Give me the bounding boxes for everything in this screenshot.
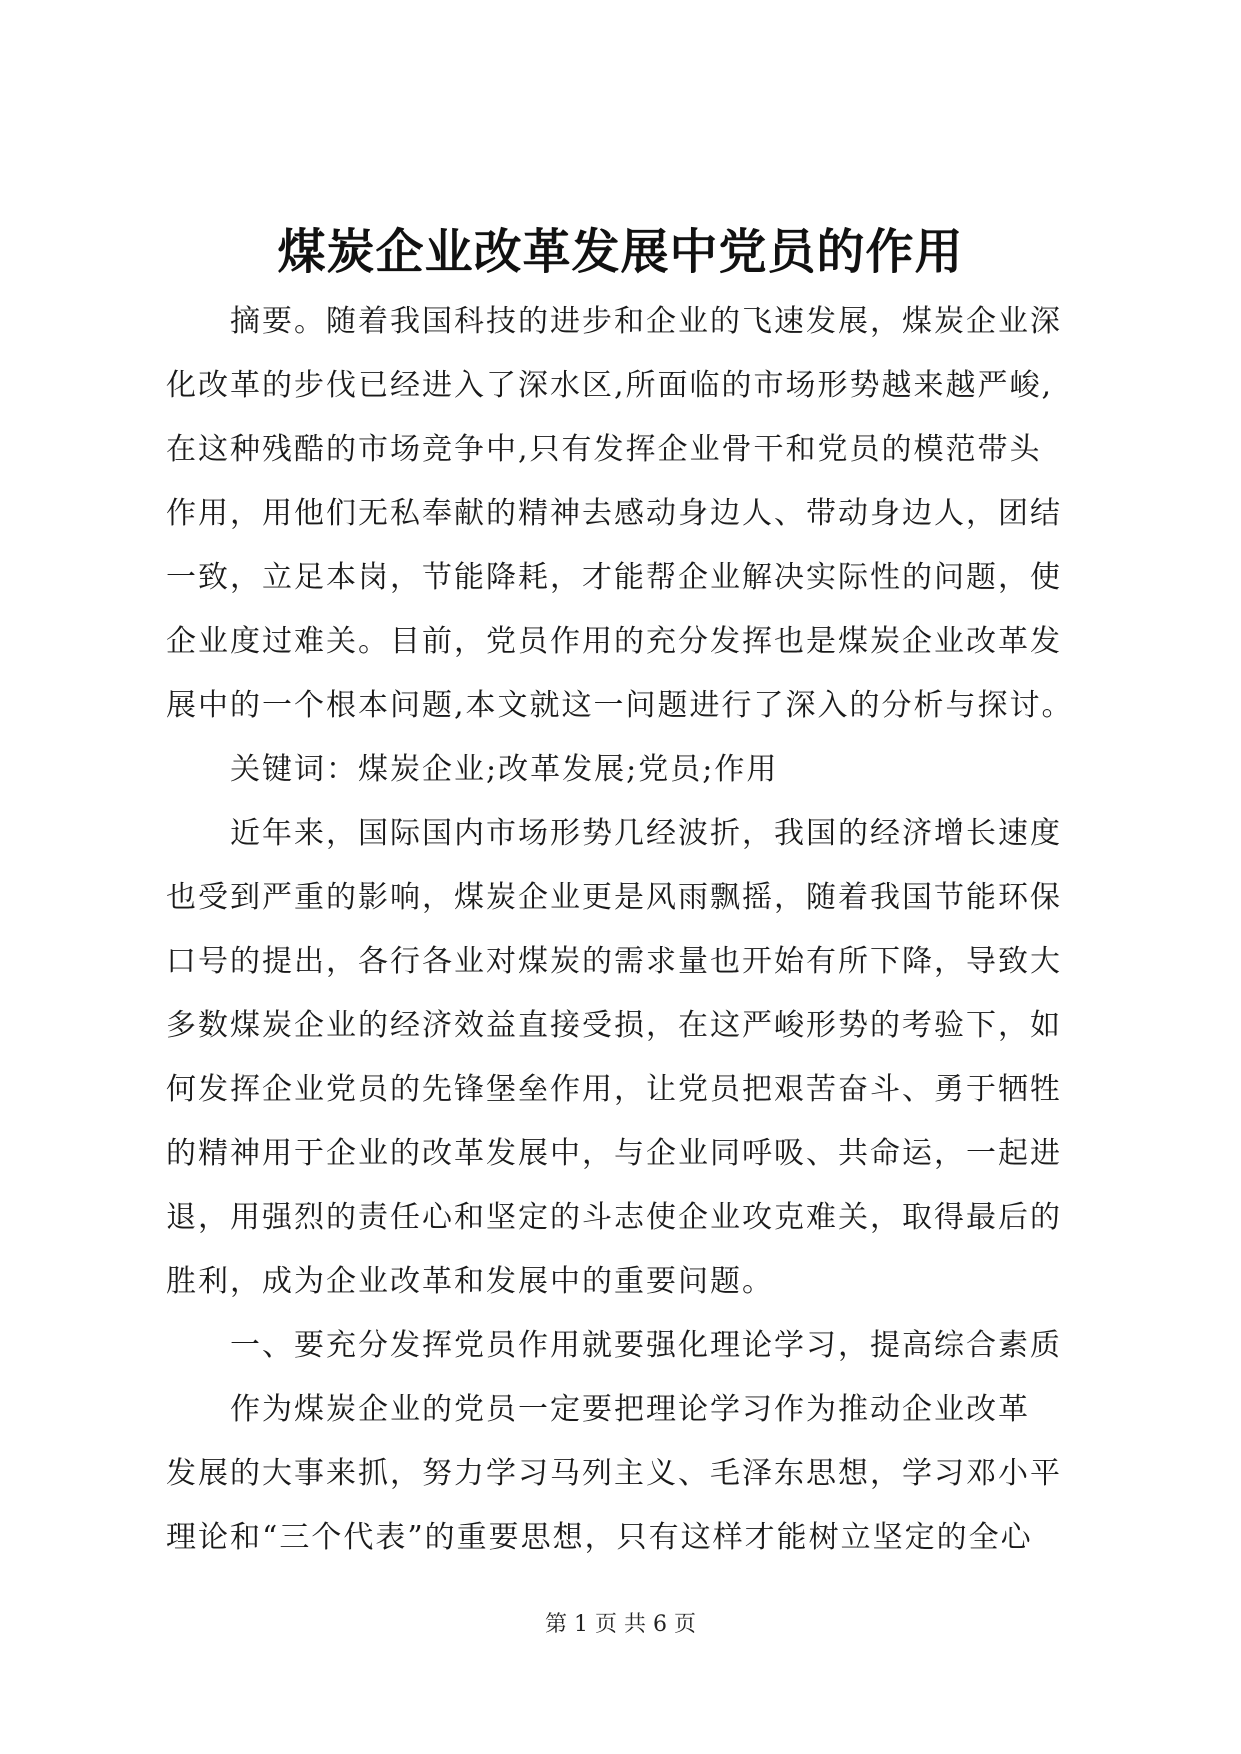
page-footer: 第 1 页 共 6 页 [545, 1612, 696, 1637]
abstract-paragraph: 摘要。随着我国科技的进步和企业的飞速发展，煤炭企业深 化改革的步伐已经进入了深水区,所面临的市场形势越来越严峻, 在这种残酷的市场竞争中,只有发挥企业骨干和党员的模范带头 作用，用他们无私奉献的精神去感动身边人、带动身边人，团结 一致，立足本岗，节能降耗，才能帮企业解决实际性的问题，使 企业度过难关。目前，党员作用的充分发挥也是煤炭企业改革发 展中的一个根本问题,本文就这一问题进行了深入的分析与探讨。 [166, 304, 1074, 723]
document-title: 煤炭企业改革发展中党员的作用 [277, 224, 964, 280]
intro-paragraph: 近年来，国际国内市场形势几经波折，我国的经济增长速度 也受到严重的影响，煤炭企业更是风雨飘摇，随着我国节能环保 口号的提出，各行各业对煤炭的需求量也开始有所下降，导致大 多数煤炭企业的经济效益直接受损，在这严峻形势的考验下，如 何发挥企业党员的先锋堡垒作用，让党员把艰苦奋斗、勇于牺牲 的精神用于企业的改革发展中，与企业同呼吸、共命运，一起进 退，用强烈的责任心和坚定的斗志使企业攻克难关，取得最后的 胜利，成为企业改革和发展中的重要问题。 [166, 816, 1062, 1299]
section-paragraph: 作为煤炭企业的党员一定要把理论学习作为推动企业改革 发展的大事来抓，努力学习马列主义、毛泽东思想，学习邓小平 理论和“三个代表”的重要思想，只有这样才能树立坚定的全心 [166, 1392, 1062, 1555]
section-heading: 一、要充分发挥党员作用就要强化理论学习，提高综合素质 [230, 1328, 1062, 1363]
keywords-paragraph: 关键词：煤炭企业;改革发展;党员;作用 [230, 752, 779, 787]
document-body [166, 290, 1086, 1570]
